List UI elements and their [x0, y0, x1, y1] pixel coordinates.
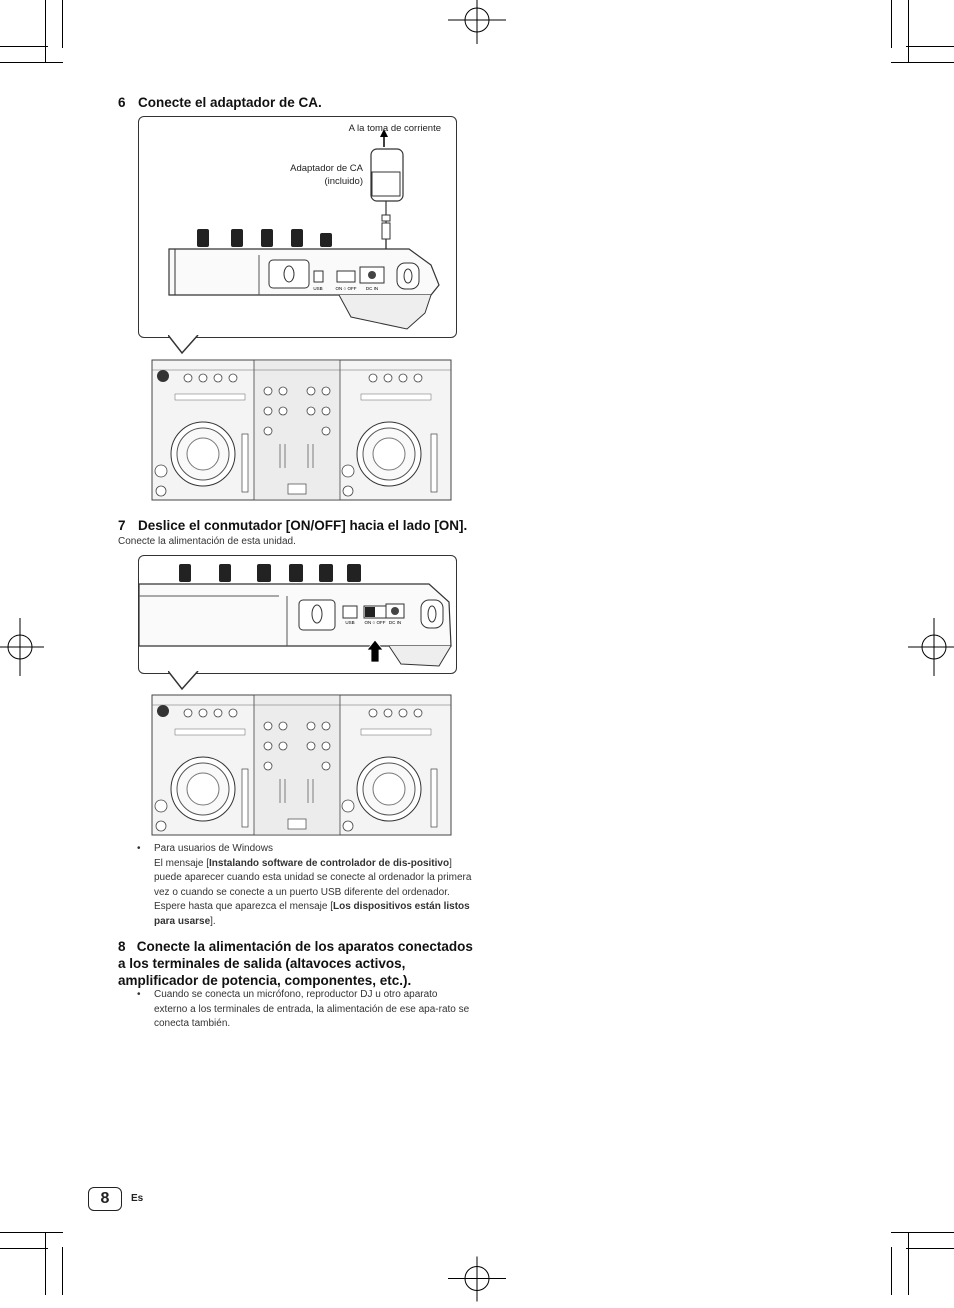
step-title: Conecte la alimentación de los aparatos conectados a los terminales de salida (altavoces activos, amplificador de potencia, componentes, etc.).: [118, 939, 473, 988]
crop-mark: [62, 0, 63, 48]
controller-illustration: [143, 691, 453, 836]
crop-mark: [0, 46, 48, 47]
crop-mark: [62, 1247, 63, 1295]
switch-label: ON ○ OFF: [335, 286, 357, 291]
page-number: 8: [88, 1187, 122, 1211]
registration-mark-icon: [448, 0, 506, 58]
adapter-label-1: Adaptador de CA: [290, 163, 363, 174]
adapter-callout: [138, 116, 457, 338]
callout-pointer: [168, 671, 208, 691]
crop-mark: [908, 0, 909, 63]
step-number: 6: [118, 95, 126, 110]
step-6-heading: [118, 95, 322, 110]
switch-callout: [138, 555, 457, 674]
windows-note-body: El mensaje [Instalando software de controlador de dis-positivo] puede aparecer cuando esta unidad se conecte al ordenador la primera vez o cuando se conecte a un puerto USB diferente del ordenador. Espere hasta que aparezca el mensaje [Los dispositivos están listos para usarse].: [154, 857, 472, 927]
crop-mark: [891, 1232, 954, 1233]
crop-mark: [0, 1232, 63, 1233]
language-code: Es: [131, 1193, 144, 1204]
bullet-icon: •: [137, 843, 141, 854]
callout-pointer: [168, 335, 208, 355]
crop-mark: [891, 0, 892, 48]
usb-port-label: USB: [345, 620, 355, 625]
usb-port-label: USB: [313, 286, 323, 291]
crop-mark: [906, 1248, 954, 1249]
controller-illustration: [143, 356, 453, 501]
windows-note-title: Para usuarios de Windows: [154, 843, 273, 854]
step-8-heading: [118, 938, 478, 989]
step-8-note-text: Cuando se conecta un micrófono, reproductor DJ u otro aparato externo a los terminales de entrada, la alimentación de ese apa-rato se conecta también.: [154, 989, 470, 1029]
step-8-note: [137, 988, 472, 1032]
dcin-label: DC IN: [365, 286, 379, 291]
crop-mark: [891, 1247, 892, 1295]
switch-label: ON ○ OFF: [364, 620, 386, 625]
registration-mark-icon: [896, 618, 954, 676]
step-title: Deslice el conmutador [ON/OFF] hacia el lado [ON].: [138, 518, 468, 533]
driver-install-message: Instalando software de controlador de dis-positivo: [209, 857, 450, 869]
dcin-label: DC IN: [388, 620, 402, 625]
step-number: 7: [118, 518, 126, 533]
rear-panel-illustration: [139, 117, 456, 337]
crop-mark: [891, 62, 954, 63]
step-7-heading: [118, 518, 467, 533]
crop-mark: [45, 0, 46, 63]
crop-mark: [908, 1232, 909, 1295]
devices-ready-message: Los dispositivos están listos para usarse: [154, 901, 470, 927]
adapter-label-2: (incluido): [324, 176, 363, 187]
step-title: Conecte el adaptador de CA.: [138, 95, 322, 110]
crop-mark: [0, 1248, 48, 1249]
crop-mark: [906, 46, 954, 47]
step-7-subtitle: Conecte la alimentación de esta unidad.: [118, 536, 296, 547]
outlet-label: A la toma de corriente: [348, 123, 441, 134]
registration-mark-icon: [0, 618, 58, 676]
bullet-icon: •: [137, 989, 141, 1000]
step-number: 8: [118, 939, 126, 954]
crop-mark: [0, 62, 63, 63]
registration-mark-icon: [448, 1250, 506, 1308]
crop-mark: [45, 1232, 46, 1295]
windows-note: [137, 842, 472, 929]
switch-illustration: [139, 556, 456, 673]
